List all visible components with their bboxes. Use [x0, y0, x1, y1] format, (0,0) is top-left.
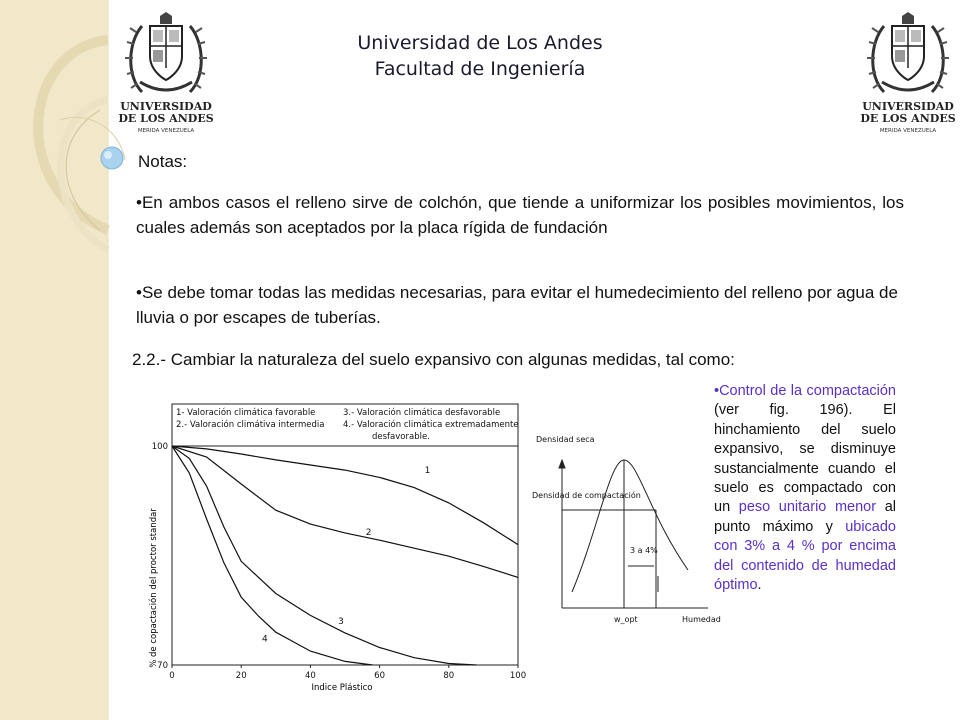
- note-highlight-1: •Control de la compactación: [714, 383, 896, 399]
- y-axis-label: % de copactación del proctor standar: [149, 508, 159, 668]
- plot-area: [152, 442, 526, 681]
- bullet-paragraph-2: •Se debe tomar todas las medidas necesarias, para evitar el humedecimiento del relleno por agua de lluvia o por escapes de tuberías.: [136, 283, 898, 327]
- series-line-3: [172, 446, 477, 665]
- legend-item-3: 3.- Valoración climática desfavorable: [343, 408, 501, 418]
- svg-text:UNIVERSIDAD: UNIVERSIDAD: [862, 100, 954, 113]
- svg-text:UNIVERSIDAD: UNIVERSIDAD: [120, 100, 212, 113]
- density-label-1: Densidad seca: [536, 435, 595, 444]
- university-name: Universidad de Los Andes: [357, 32, 603, 54]
- series-line-1: [172, 446, 518, 545]
- x-axis-label: Indice Plástico: [311, 683, 373, 693]
- series-label-3: 3: [338, 617, 344, 628]
- university-logo-left-icon: [120, 12, 212, 138]
- bullet-paragraph-1: •En ambos casos el relleno sirve de colchón, que tiende a uniformizar los posibles movimientos, los cuales además son aceptados por la placa rígida de fundación: [136, 193, 904, 237]
- band-label: 3 a 4%: [630, 546, 658, 555]
- note-body-2: al punto máximo y: [714, 499, 896, 535]
- faculty-name: Facultad de Ingeniería: [374, 58, 586, 80]
- legend-item-4: 4.- Valoración climática extremadamente: [343, 420, 519, 430]
- series-line-2: [172, 446, 518, 577]
- x-tick-label: 80: [443, 671, 455, 681]
- x-tick-label: 40: [304, 671, 316, 681]
- slide-title: [290, 30, 670, 82]
- note-body-3: .: [757, 577, 762, 594]
- x-tick-label: 100: [509, 671, 527, 681]
- note-body-1: (ver fig. 196). El hinchamiento del suelo expansivo, se disminuye sustancialmente cuando el suelo es compactado con un: [714, 402, 896, 516]
- svg-text:MERIDA VENEZUELA: MERIDA VENEZUELA: [137, 128, 195, 134]
- compaction-control-note: [714, 382, 896, 595]
- y-tick-label: 70: [157, 661, 168, 671]
- x-tick-label: 0: [169, 671, 175, 681]
- svg-text:MERIDA VENEZUELA: MERIDA VENEZUELA: [879, 128, 937, 134]
- y-tick-label: 100: [151, 442, 168, 452]
- university-logo-right-icon: [862, 12, 954, 138]
- legend-item-5: desfavorable.: [372, 432, 430, 442]
- x-tick-label: 20: [235, 671, 247, 681]
- series-label-4: 4: [261, 634, 268, 645]
- legend-item-1: 1- Valoración climática favorable: [176, 408, 316, 418]
- compaction-density-label: Densidad de compactación: [532, 491, 641, 500]
- humidity-label: Humedad: [682, 615, 721, 624]
- plot-frame: [172, 446, 518, 665]
- notes-label: Notas:: [138, 152, 188, 171]
- series-label-2: 2: [365, 528, 372, 539]
- note-highlight-2: peso unitario menor: [738, 499, 877, 516]
- svg-text:DE LOS ANDES: DE LOS ANDES: [118, 112, 214, 125]
- section-subheading: 2.2.- Cambiar la naturaleza del suelo expansivo con algunas medidas, tal como:: [132, 350, 735, 369]
- legend-item-2: 2.- Valoración climátiva intermedia: [176, 420, 325, 430]
- svg-text:DE LOS ANDES: DE LOS ANDES: [860, 112, 956, 125]
- series-label-1: 1: [424, 466, 431, 477]
- compaction-chart: [140, 398, 535, 698]
- compaction-curve: [572, 460, 688, 592]
- bullet-circle-icon: [101, 147, 123, 169]
- x-tick-label: 60: [374, 671, 386, 681]
- density-chart: [528, 420, 721, 630]
- note-highlight-3: ubicado con 3% a 4 % por encima del contenido de humedad óptimo: [714, 518, 896, 594]
- wopt-label: w_opt: [614, 615, 638, 624]
